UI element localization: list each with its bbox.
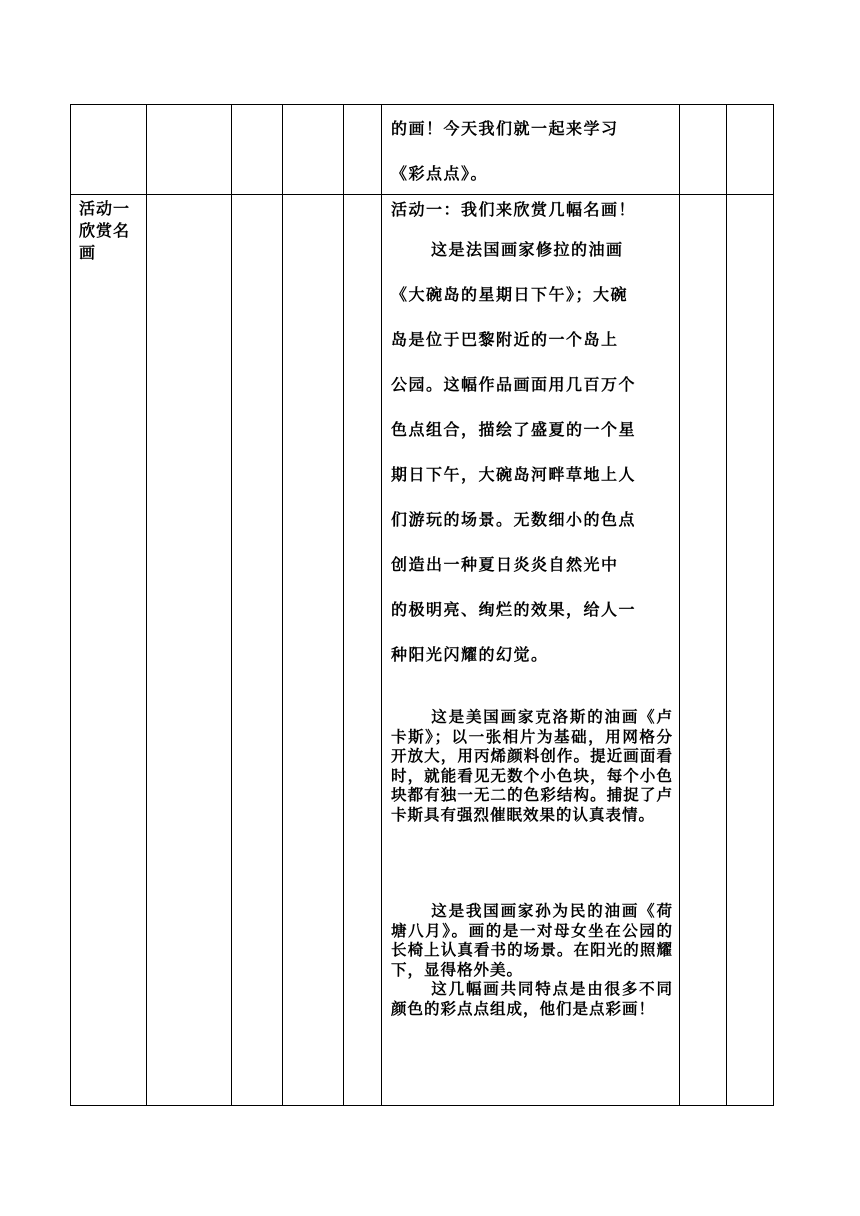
- table-right-border: [773, 104, 774, 1106]
- description-line: 岛是位于巴黎附近的一个岛上: [391, 330, 619, 349]
- description-line: 这是法国画家修拉的油画: [431, 240, 624, 259]
- description-line: 种阳光闪耀的幻觉。: [391, 645, 549, 664]
- column-divider: [726, 104, 727, 1106]
- description-line: 创造出一种夏日炎炎自然光中: [391, 555, 619, 574]
- activity-label-line: 画: [79, 243, 97, 262]
- activity-heading: 活动一：我们来欣赏几幅名画！: [391, 200, 637, 219]
- painting3-block: [391, 902, 673, 1019]
- painting3-description: 这是我国画家孙为民的油画《荷塘八月》。画的是一对母女坐在公园的长椅上认真看书的场景。在阳光的照耀下，显得格外美。: [391, 902, 673, 979]
- column-divider: [343, 104, 344, 1106]
- content-line: 的画！今天我们就一起来学习: [391, 119, 619, 138]
- conclusion-text: 这几幅画共同特点是由很多不同颜色的彩点点组成，他们是点彩画！: [391, 980, 673, 1018]
- description-line: 们游玩的场景。无数细小的色点: [391, 510, 637, 529]
- column-divider: [381, 104, 382, 1106]
- row1-content-cell: [391, 106, 673, 196]
- column-divider: [231, 104, 232, 1106]
- table-bottom-border: [70, 1105, 774, 1106]
- description-line: 《大碗岛的星期日下午》；大碗: [391, 285, 629, 304]
- column-divider: [282, 104, 283, 1106]
- description-line: 色点组合，描绘了盛夏的一个星: [391, 420, 637, 439]
- activity-label-line: 欣赏名: [79, 221, 131, 240]
- painting2-block: [391, 708, 673, 825]
- table-top-border: [70, 104, 774, 105]
- description-line: 的极明亮、绚烂的效果，给人一: [391, 600, 637, 619]
- painting2-description: 这是美国画家克洛斯的油画《卢卡斯》；以一张相片为基础，用网格分开放大，用丙烯颜料创作。提近画面看时，就能看见无数个小色块，每个小色块都有独一无二的色彩结构。捕捉了卢卡斯具有强烈催眠效果的认真表情。: [391, 708, 673, 824]
- description-line: 期日下午，大碗岛河畔草地上人: [391, 465, 637, 484]
- table-left-border: [70, 104, 71, 1106]
- column-divider: [679, 104, 680, 1106]
- description-line: 公园。这幅作品画面用几百万个: [391, 375, 637, 394]
- activity-label-line: 活动一: [79, 199, 131, 218]
- content-line: 《彩点点》。: [391, 164, 489, 183]
- activity-label-cell: [79, 198, 143, 264]
- column-divider: [146, 104, 147, 1106]
- painting1-description: [391, 227, 676, 677]
